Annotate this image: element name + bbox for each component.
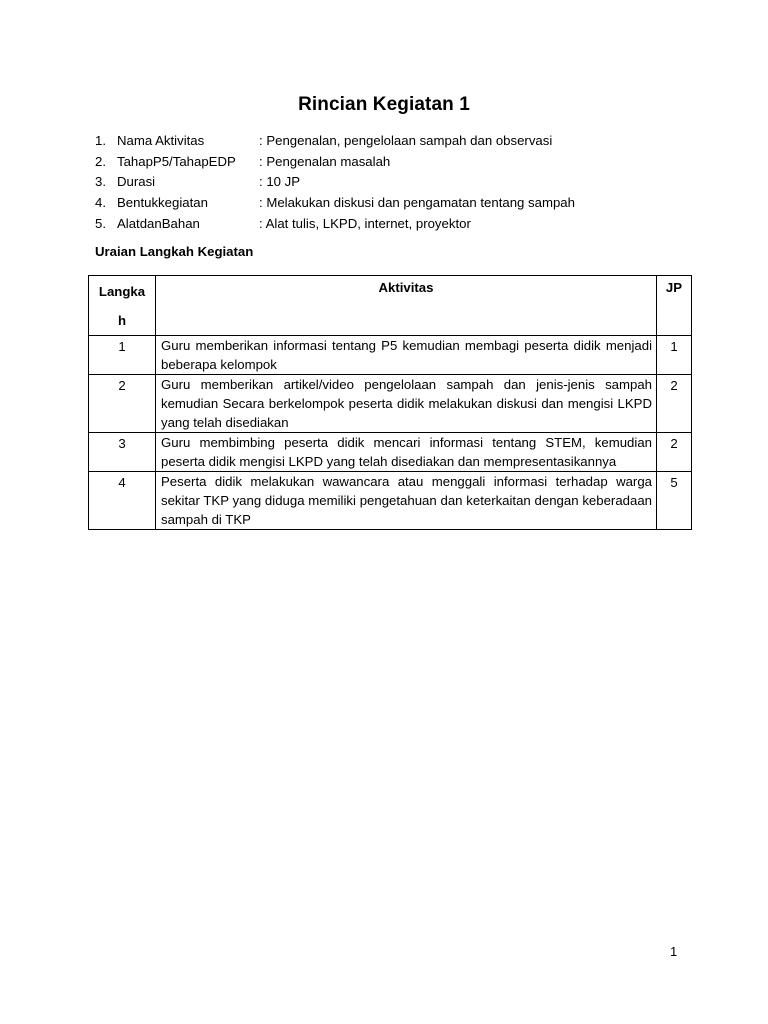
jp-cell: 2 [657, 433, 692, 472]
info-label: TahapP5/TahapEDP [117, 153, 236, 169]
header-step [89, 276, 156, 336]
activity-steps-table [88, 275, 692, 530]
table-row [89, 336, 692, 375]
activity-cell: Guru membimbing peserta didik mencari informasi tentang STEM, kemudian peserta didik mengisi LKPD yang telah disediakan dan mempresentasikannya [156, 433, 657, 472]
table-row [89, 433, 692, 472]
info-value: : Pengenalan, pengelolaan sampah dan observasi [259, 133, 553, 148]
info-number: 2. [95, 153, 106, 169]
table-header-row [89, 276, 692, 336]
info-number: 1. [95, 133, 106, 148]
info-item-tools-materials [95, 214, 575, 235]
info-item-activity-name [95, 131, 575, 152]
info-value: : Alat tulis, LKPD, internet, proyektor [259, 215, 471, 231]
page-number: 1 [670, 944, 678, 959]
info-label: AlatdanBahan [117, 215, 200, 231]
jp-cell: 1 [657, 336, 692, 375]
step-cell: 4 [89, 472, 156, 530]
activity-cell: Guru memberikan artikel/video pengelolaan sampah dan jenis-jenis sampah kemudian Secara berkelompok peserta didik melakukan diskusi dan mengisi LKPD yang telah disediakan [156, 375, 657, 433]
info-item-duration [95, 172, 575, 193]
table-row [89, 472, 692, 530]
header-step-line1: Langka [98, 284, 146, 299]
header-activity: Aktivitas [156, 276, 657, 336]
section-heading: Uraian Langkah Kegiatan [95, 244, 254, 259]
info-label: Durasi [117, 174, 156, 190]
step-cell: 1 [89, 336, 156, 375]
page-title: Rincian Kegiatan 1 [298, 94, 470, 115]
info-value: : Melakukan diskusi dan pengamatan tentang sampah [259, 195, 575, 211]
info-number: 4. [95, 195, 106, 211]
activity-cell: Guru memberikan informasi tentang P5 kemudian membagi peserta didik menjadi beberapa kelompok [156, 336, 657, 375]
info-label: Bentukkegiatan [117, 195, 208, 211]
info-label: Nama Aktivitas [117, 133, 205, 148]
info-item-activity-form [95, 193, 575, 214]
step-cell: 3 [89, 433, 156, 472]
info-item-stage [95, 152, 575, 173]
header-step-line2: h [117, 313, 127, 328]
jp-cell: 2 [657, 375, 692, 433]
jp-cell: 5 [657, 472, 692, 530]
step-cell: 2 [89, 375, 156, 433]
info-value: : Pengenalan masalah [259, 153, 391, 169]
activity-info-list [95, 131, 575, 234]
activity-cell: Peserta didik melakukan wawancara atau menggali informasi terhadap warga sekitar TKP yang diduga memiliki pengetahuan dan keterkaitan dengan keberadaan sampah di TKP [156, 472, 657, 530]
info-value: : 10 JP [259, 174, 301, 190]
info-number: 5. [95, 215, 106, 231]
info-number: 3. [95, 174, 106, 190]
table-row [89, 375, 692, 433]
header-jp: JP [657, 276, 692, 336]
